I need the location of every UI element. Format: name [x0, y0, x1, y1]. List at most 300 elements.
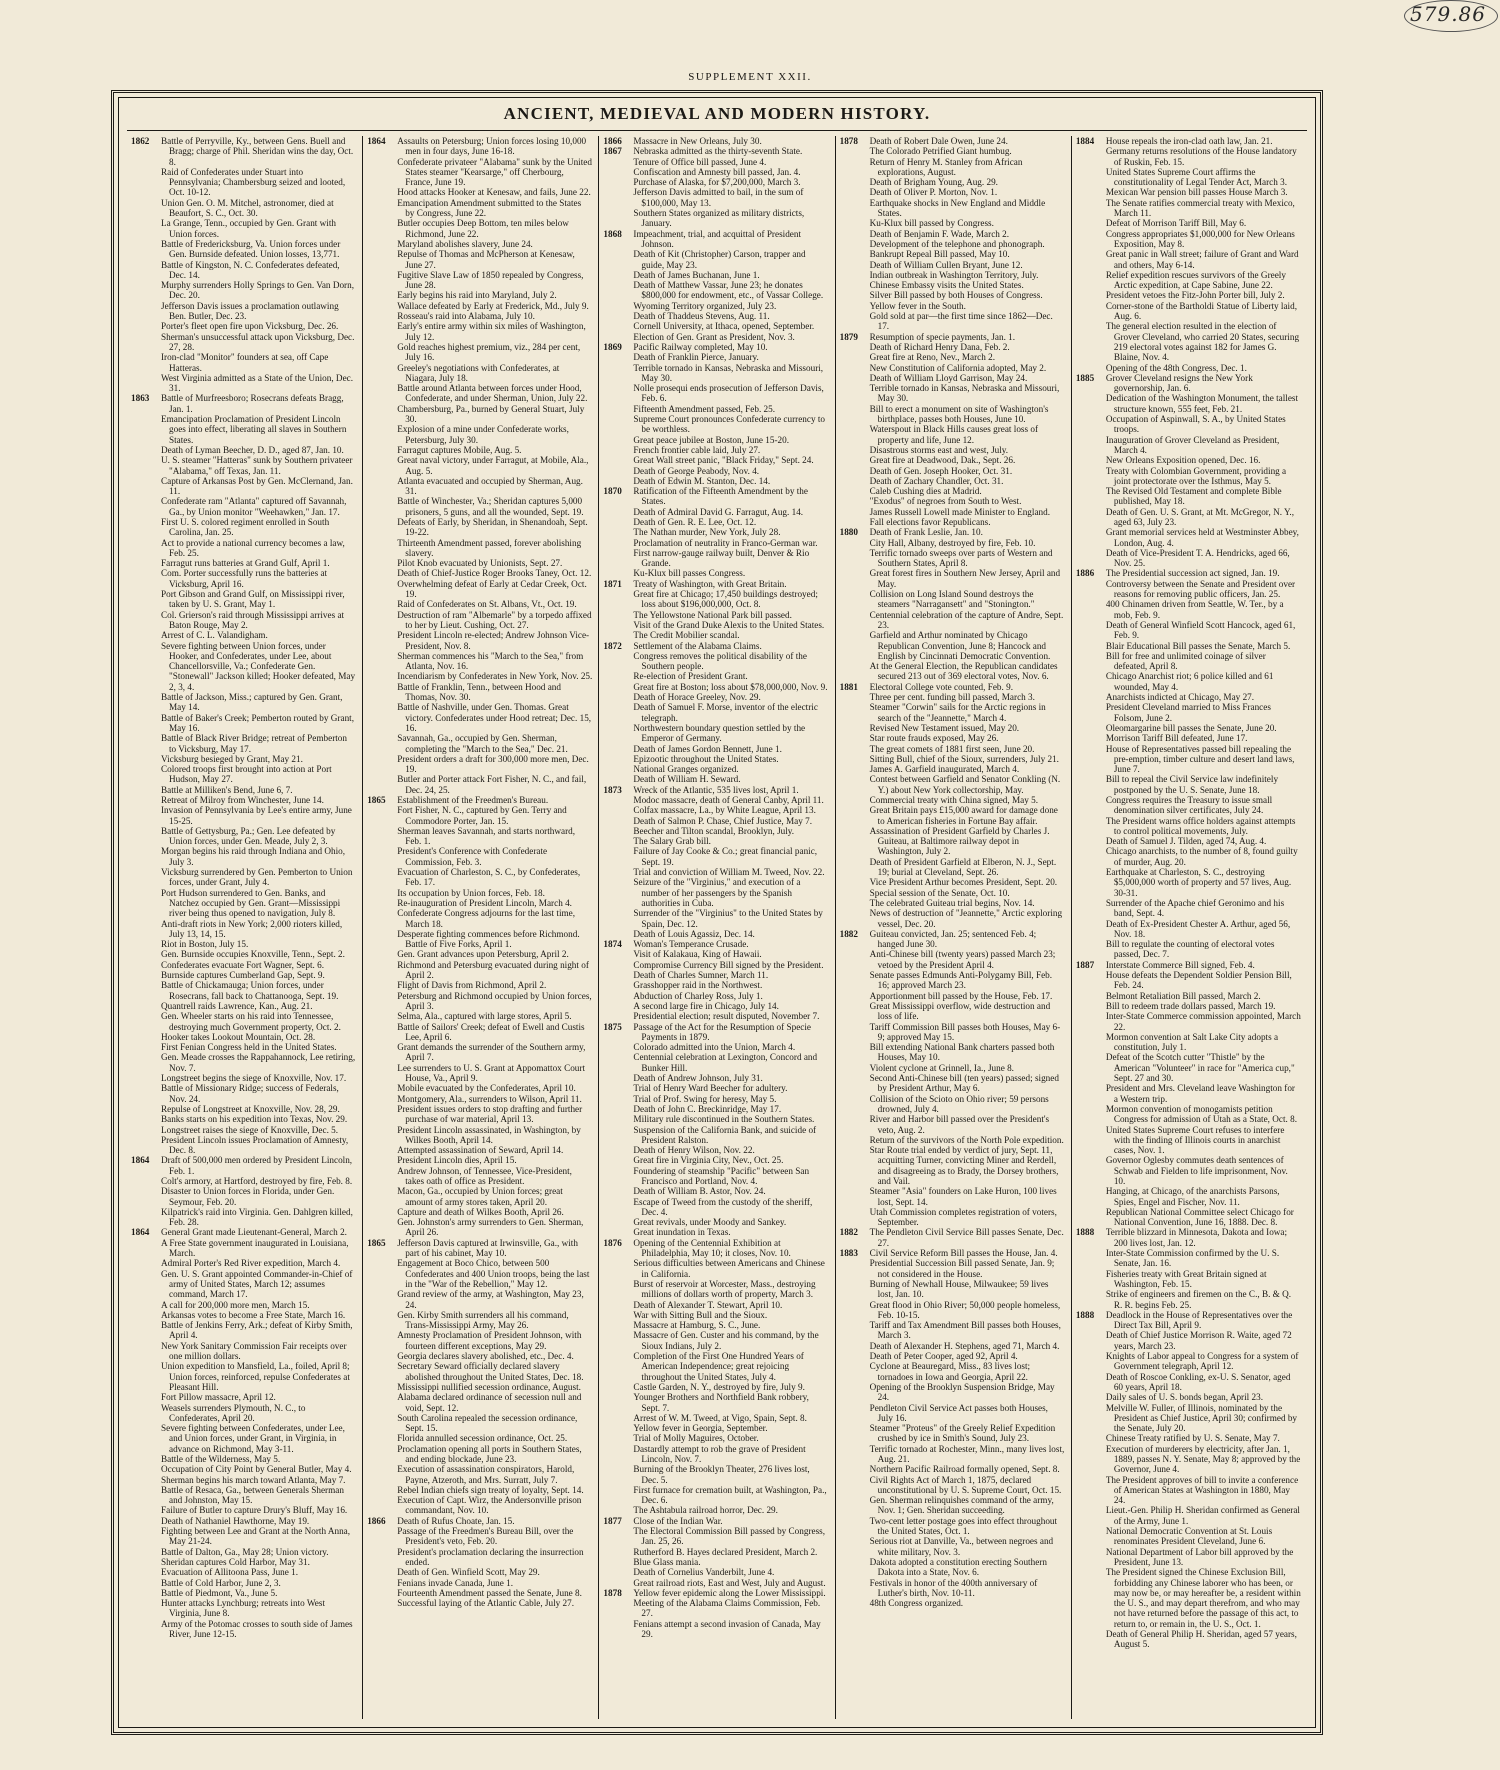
history-entry — [603, 1073, 828, 1083]
history-entry — [603, 332, 828, 342]
history-entry — [367, 496, 592, 517]
entry-text: Longstreet raises the siege of Knoxville, Dec. 5. — [161, 1124, 339, 1135]
entry-year — [131, 352, 161, 373]
history-entry — [367, 187, 592, 197]
entry-year: 1879 — [839, 331, 858, 342]
entry-text: Battle of Resaca, Ga., between Generals Sherman and Johnston, May 15. — [161, 1484, 344, 1506]
entry-text: Great fire at Chicago; 17,450 buildings destroyed; loss about $196,000,000, Oct. 8. — [633, 589, 818, 610]
entry-year — [131, 1516, 161, 1526]
entry-text: Resumption of specie payments, Jan. 1. — [869, 331, 1016, 342]
entry-text: Interstate Commerce Bill signed, Feb. 4. — [1105, 959, 1255, 970]
entry-year — [131, 630, 161, 640]
entry-year — [603, 610, 633, 620]
entry-text: Colt's armory, at Hartford, destroyed by fire, Feb. 8. — [161, 1175, 353, 1186]
history-entry — [1076, 363, 1301, 373]
entry-text: Seizure of the "Virginius," and execution of a number of her passengers by the Spanish authorities in Cuba. — [633, 877, 801, 908]
entry-year — [840, 1207, 870, 1228]
entry-text: The President approves of bill to invite a conference of American States at Washington in 1880, May 24. — [1105, 1474, 1299, 1506]
entry-year — [367, 908, 397, 929]
entry-text: Defeat of the Scotch cutter "Thistle" by the American "Volunteer" in race for "America cup," Sept. 27 and 30. — [1105, 1052, 1295, 1084]
entry-year — [367, 1042, 397, 1063]
entry-text: Wyoming Territory organized, July 23. — [633, 300, 777, 311]
entry-text: Execution of murderers by electricity, after Jan. 1, 1889, passes N. Y. Senate, May 8; approved by the Governor, June 4. — [1105, 1443, 1301, 1475]
entry-year — [367, 1258, 397, 1289]
entry-text: Death of Ex-President Chester A. Arthur, aged 56, Nov. 18. — [1105, 918, 1291, 939]
entry-year — [840, 702, 870, 723]
entry-text: Fugitive Slave Law of 1850 repealed by Congress, June 28. — [397, 269, 584, 291]
history-entry — [131, 301, 356, 322]
entry-text: James A. Garfield inaugurated, March 4. — [869, 764, 1020, 775]
entry-text: Death of Edwin M. Stanton, Dec. 14. — [633, 475, 771, 486]
column-2 — [362, 136, 598, 1719]
entry-year: 1888 — [1075, 1227, 1095, 1238]
entry-year — [840, 610, 870, 631]
entry-text: Silver Bill passed by both Houses of Congress. — [869, 290, 1043, 301]
entry-text: Confiscation and Amnesty bill passed, Jan. 4. — [633, 166, 801, 177]
history-entry — [603, 1557, 828, 1567]
entry-text: Early begins his raid into Maryland, July 2. — [397, 290, 557, 301]
entry-year — [367, 1094, 397, 1104]
entry-text: Battle of Jenkins Ferry, Ark.; defeat of Kirby Smith, April 4. — [161, 1320, 353, 1341]
entry-text: Meeting of the Alabama Claims Commission, Feb. 27. — [633, 1598, 821, 1619]
entry-text: Fifteenth Amendment passed, Feb. 25. — [633, 403, 776, 414]
entry-text: Epizootic throughout the United States. — [633, 753, 779, 764]
history-entry — [603, 1001, 828, 1011]
entry-year — [840, 898, 870, 908]
history-entry — [603, 1330, 828, 1351]
entry-text: Macon, Ga., occupied by Union forces; great amount of army stores taken, April 20. — [397, 1186, 563, 1207]
entry-text: Treaty with Colombian Government, providing a joint protectorate over the Isthmus, May 5. — [1105, 465, 1287, 486]
entry-text: Death of Nathaniel Hawthorne, May 19. — [161, 1515, 310, 1526]
history-entry — [840, 424, 1065, 445]
history-entry — [840, 929, 1065, 950]
entry-text: Foundering of steamship "Pacific" between San Francisco and Portland, Nov. 4. — [633, 1165, 810, 1186]
entry-text: Jefferson Davis issues a proclamation outlawing Ben. Butler, Dec. 23. — [161, 300, 339, 322]
entry-year — [367, 558, 397, 568]
entry-text: Visit of Kalakaua, King of Hawaii. — [633, 949, 762, 960]
history-entry — [1076, 1001, 1301, 1011]
entry-text: Completion of the First One Hundred Years of American Independence; great rejoicing throughout the United States, July 4. — [633, 1351, 804, 1382]
history-entry — [131, 939, 356, 949]
entry-year — [840, 764, 870, 774]
history-entry — [603, 723, 828, 744]
entry-year — [131, 1186, 161, 1207]
entry-text: Battle of the Wilderness, May 5. — [161, 1454, 281, 1464]
entry-year — [840, 1042, 870, 1063]
entry-text: Strike of engineers and firemen on the C., B. & Q. R. R. begins Feb. 25. — [1105, 1289, 1292, 1310]
entry-text: Death of Peter Cooper, aged 92, April 4. — [869, 1351, 1018, 1362]
supplement-header: SUPPLEMENT XXII. — [688, 71, 812, 83]
entry-year — [603, 1444, 633, 1465]
entry-text: Amnesty Proclamation of President Johnson, with fourteen different exceptions, May 29. — [397, 1330, 582, 1351]
entry-year — [131, 1125, 161, 1135]
history-entry — [367, 321, 592, 342]
entry-text: Butler occupies Deep Bottom, ten miles below Richmond, June 22. — [397, 218, 569, 239]
entry-text: Cyclone at Beauregard, Miss., 83 lives lost; tornadoes in Iowa and Georgia, April 22. — [869, 1361, 1031, 1382]
entry-text: Hanging, at Chicago, of the anarchists Parsons, Spies, Engel and Fischer, Nov. 11. — [1105, 1186, 1280, 1207]
history-entry — [1076, 1125, 1301, 1156]
entry-year — [131, 764, 161, 785]
history-entry — [840, 1001, 1065, 1022]
entry-text: President's Conference with Confederate Commission, Feb. 3. — [397, 846, 548, 867]
entry-year — [131, 167, 161, 198]
entry-text: La Grange, Tenn., occupied by Gen. Grant with Union forces. — [161, 218, 336, 239]
entry-year — [840, 1001, 870, 1022]
history-entry — [840, 260, 1065, 270]
entry-year — [131, 1073, 161, 1083]
entry-year — [603, 795, 633, 805]
entry-text: National Democratic Convention at St. Louis renominates President Cleveland, June 6. — [1105, 1526, 1273, 1547]
entry-text: Return of the survivors of the North Pole expedition. — [869, 1134, 1064, 1145]
entry-year — [1076, 455, 1106, 465]
entry-year: 1888 — [1075, 1309, 1095, 1320]
history-entry — [840, 1578, 1065, 1599]
entry-text: Great railroad riots, East and West, July and August. — [633, 1577, 826, 1588]
entry-text: A call for 200,000 more men, March 15. — [161, 1299, 310, 1310]
entry-year — [840, 1361, 870, 1382]
entry-year: 1878 — [839, 136, 858, 146]
history-entry — [1076, 198, 1301, 219]
entry-text: At the General Election, the Republican candidates secured 213 out of 369 electoral votes, Nov. 6. — [869, 661, 1058, 682]
entry-text: President Lincoln assassinated, in Washington, by Wilkes Booth, April 14. — [397, 1124, 581, 1145]
entry-year — [131, 1567, 161, 1577]
entry-text: Chinese Treaty ratified by U. S. Senate, May 7. — [1105, 1433, 1280, 1444]
entry-year — [840, 1279, 870, 1300]
entry-year — [603, 1145, 633, 1155]
entry-text: Close of the Indian War. — [633, 1515, 723, 1526]
entry-year — [840, 1557, 870, 1578]
entry-text: Lieut.-Gen. Philip H. Sheridan confirmed as General of the Army, June 1. — [1105, 1505, 1300, 1526]
history-entry — [1076, 435, 1301, 456]
entry-text: War with Sitting Bull and the Sioux. — [633, 1309, 768, 1320]
entry-text: General Grant made Lieutenant-General, March 2. — [161, 1227, 347, 1238]
entry-year — [131, 1011, 161, 1032]
history-entry — [840, 1361, 1065, 1382]
entry-text: Engagement at Boco Chico, between 500 Confederates and 400 Union troops, being the last in the "War of the Rebellion," May 12. — [397, 1258, 590, 1289]
entry-text: Confederate ram "Atlanta" captured off Savannah, Ga., by Union monitor "Weehawken," Jan. 17. — [161, 496, 347, 517]
entry-text: First furnace for cremation built, at Washington, Pa., Dec. 6. — [633, 1484, 827, 1506]
history-entry — [131, 1155, 356, 1176]
history-entry — [603, 414, 828, 435]
history-entry — [131, 280, 356, 301]
entry-year — [603, 1197, 633, 1218]
history-entry — [131, 630, 356, 640]
entry-text: Disastrous storms east and west, July. — [869, 444, 1009, 455]
title-rule — [127, 130, 1307, 131]
history-entry — [1076, 671, 1301, 692]
history-entry — [840, 610, 1065, 631]
entry-year — [840, 187, 870, 197]
entry-text: Assaults on Petersburg; Union forces losing 10,000 men in four days, June 16-18. — [397, 136, 587, 157]
history-entry — [840, 218, 1065, 228]
entry-year — [603, 1011, 633, 1021]
entry-text: Fall elections favor Republicans. — [869, 516, 991, 527]
entry-year — [603, 836, 633, 846]
entry-year — [367, 754, 397, 775]
entry-year — [603, 877, 633, 908]
entry-text: New Constitution of California adopted, May 2. — [869, 362, 1047, 373]
entry-year — [840, 1516, 870, 1537]
entry-text: Congress removes the political disability of the Southern people. — [633, 650, 807, 672]
history-entry — [1076, 548, 1301, 569]
entry-text: Impeachment, trial, and acquittal of President Johnson. — [633, 228, 802, 249]
entry-text: Battle of Gettysburg, Pa.; Gen. Lee defeated by Union forces, under Gen. Meade, July 2, 3. — [161, 825, 336, 847]
history-entry — [367, 1588, 592, 1598]
history-entry — [603, 651, 828, 672]
entry-text: The great comets of 1881 first seen, June 20. — [869, 743, 1035, 754]
history-entry — [603, 1588, 828, 1598]
entry-text: Confederates evacuate Fort Wagner, Sept. 6. — [161, 959, 325, 970]
history-entry — [840, 589, 1065, 610]
entry-year — [603, 846, 633, 867]
history-entry — [1076, 1289, 1301, 1310]
entry-text: Rutherford B. Hayes declared President, March 2. — [633, 1546, 818, 1557]
entry-text: Sherman leaves Savannah, and starts northward, Feb. 1. — [397, 825, 576, 847]
history-entry — [840, 1516, 1065, 1537]
entry-text: Tariff and Tax Amendment Bill passes both Houses, March 3. — [869, 1320, 1061, 1341]
entry-text: Severe fighting between Union forces, under Hooker, and Confederates, under Lee, about Chancellorsville, Va.; Confederate Gen. "Stonewall" Jackson killed; Hooker defeated, May 2, 3, 4. — [161, 640, 356, 692]
entry-text: Surrender of the "Virginius" to the United States by Spain, Dec. 12. — [633, 908, 823, 929]
entry-text: Great panic in Wall street; failure of Grant and Ward and others, May 6-14. — [1105, 249, 1299, 270]
history-entry — [131, 393, 356, 414]
entry-year — [367, 1433, 397, 1443]
entry-year: 1876 — [603, 1237, 622, 1248]
entry-text: Proclamation of neutrality in Franco-German war. — [633, 537, 818, 548]
entry-year: 1865 — [367, 1237, 386, 1248]
entry-year — [603, 363, 633, 384]
history-entry — [603, 1155, 828, 1165]
entry-year — [367, 1547, 397, 1568]
history-entry — [1076, 1269, 1301, 1290]
history-entry — [131, 1619, 356, 1640]
history-entry — [840, 352, 1065, 362]
entry-year — [603, 1433, 633, 1443]
entry-year — [367, 630, 397, 651]
history-entry — [367, 1238, 592, 1259]
history-entry — [131, 795, 356, 805]
history-entry — [840, 1207, 1065, 1228]
entry-year — [131, 1403, 161, 1424]
entry-year — [840, 280, 870, 290]
history-entry — [131, 414, 356, 445]
history-entry — [840, 1341, 1065, 1351]
entry-year — [603, 949, 633, 959]
entry-text: Blue Glass mania. — [633, 1556, 701, 1567]
history-entry — [840, 270, 1065, 280]
history-entry — [367, 1104, 592, 1125]
entry-text: Death of Franklin Pierce, January. — [633, 352, 759, 363]
history-entry — [1076, 1330, 1301, 1351]
history-entry — [840, 1557, 1065, 1578]
entry-year — [1076, 1475, 1106, 1506]
history-entry — [131, 1578, 356, 1588]
history-entry — [1076, 1392, 1301, 1402]
history-entry — [1076, 249, 1301, 270]
history-entry — [840, 146, 1065, 156]
history-entry — [603, 1516, 828, 1526]
entry-year — [1076, 321, 1106, 362]
history-entry — [603, 1392, 828, 1413]
history-entry — [1076, 1505, 1301, 1526]
entry-year — [840, 774, 870, 795]
entry-text: Fighting between Lee and Grant at the North Anna, May 21-24. — [161, 1526, 351, 1547]
entry-text: Apportionment bill passed by the House, Feb. 17. — [869, 990, 1053, 1001]
history-entry — [367, 1289, 592, 1310]
entry-text: Terrible tornado in Kansas, Nebraska and Missouri, May 30. — [869, 383, 1060, 404]
entry-year: 1880 — [839, 527, 858, 538]
entry-year — [131, 1114, 161, 1124]
entry-text: Death of President Garfield at Elberon, N. J., Sept. 19; burial at Cleveland, Sept. 26. — [869, 856, 1057, 878]
history-entry — [840, 805, 1065, 826]
entry-year — [840, 1022, 870, 1043]
entry-year — [1076, 486, 1106, 507]
entry-text: Election of Gen. Grant as President, Nov. 3. — [633, 331, 795, 342]
entry-year — [840, 517, 870, 527]
entry-year — [1076, 270, 1106, 291]
history-entry — [131, 1516, 356, 1526]
entry-text: Castle Garden, N. Y., destroyed by fire, July 9. — [633, 1381, 805, 1392]
history-entry — [367, 867, 592, 888]
entry-year — [1076, 363, 1106, 373]
entry-year — [603, 270, 633, 280]
entry-year — [1076, 146, 1106, 167]
entry-text: Death of Gen. U. S. Grant, at Mt. McGregor, N. Y., aged 63, July 23. — [1105, 506, 1295, 527]
history-entry — [840, 280, 1065, 290]
history-entry — [367, 1155, 592, 1165]
history-entry — [840, 507, 1065, 517]
entry-text: Andrew Johnson, of Tennessee, Vice-President, takes oath of office as President. — [397, 1165, 572, 1186]
history-entry — [840, 754, 1065, 764]
history-entry — [131, 1176, 356, 1186]
entry-year — [603, 321, 633, 331]
entry-year — [603, 1485, 633, 1506]
history-entry — [367, 1166, 592, 1187]
entry-year — [367, 1104, 397, 1125]
history-entry — [1076, 373, 1301, 394]
history-entry — [603, 1042, 828, 1052]
entry-year — [367, 239, 397, 249]
entry-year — [840, 744, 870, 754]
entry-year — [603, 1330, 633, 1351]
history-entry — [1076, 846, 1301, 867]
history-entry — [131, 1526, 356, 1547]
entry-year — [603, 404, 633, 414]
entry-year — [131, 1176, 161, 1186]
history-entry — [1076, 229, 1301, 250]
entry-text: Sheridan captures Cold Harbor, May 31. — [161, 1556, 310, 1567]
history-entry — [367, 1485, 592, 1495]
entry-year — [1076, 290, 1106, 300]
history-entry — [131, 321, 356, 331]
entry-text: Collision on Long Island Sound destroys the steamers "Narragansett" and "Stonington." — [869, 589, 1035, 610]
entry-text: Deadlock in the House of Representatives over the Direct Tax Bill, April 9. — [1105, 1309, 1293, 1331]
history-entry — [131, 517, 356, 538]
entry-year — [603, 1155, 633, 1165]
entry-year — [603, 455, 633, 465]
history-entry — [603, 1217, 828, 1227]
entry-text: The Revised Old Testament and complete Bible published, May 18. — [1105, 486, 1282, 507]
entry-year — [840, 826, 870, 857]
entry-year — [131, 280, 161, 301]
entry-year — [840, 877, 870, 887]
entry-text: Burnside captures Cumberland Gap, Sept. 9. — [161, 970, 325, 981]
entry-text: Bill to erect a monument on site of Washington's birthplace, passes both Houses, June 10. — [869, 403, 1049, 425]
history-entry — [840, 908, 1065, 929]
entry-text: Violent cyclone at Grinnell, Ia., June 8. — [869, 1062, 1014, 1073]
entry-year — [367, 1145, 397, 1155]
entry-text: Battle of Jackson, Miss.; captured by Gen. Grant, May 14. — [161, 692, 343, 713]
entry-year — [603, 1619, 633, 1640]
history-entry — [603, 1022, 828, 1043]
entry-text: Opening of the Brooklyn Suspension Bridge, May 24. — [869, 1381, 1055, 1403]
history-entry — [367, 1567, 592, 1577]
entry-text: The general election resulted in the election of Grover Cleveland, who carried 20 States, securing 219 electoral votes against 182 for James G. Blaine, Nov. 4. — [1105, 321, 1300, 363]
entry-text: Weasels surrenders Plymouth, N. C., to Confederates, April 20. — [161, 1402, 306, 1423]
entry-year — [1076, 229, 1106, 250]
entry-year — [603, 476, 633, 486]
entry-text: Confederate privateer "Alabama" sunk by the United States steamer "Kearsarge," off Cherbourg, France, June 19. — [397, 156, 592, 188]
entry-text: The Ashtabula railroad horror, Dec. 29. — [633, 1505, 778, 1516]
entry-text: Battle of Perryville, Ky., between Gens. Buell and Bragg; charge of Phil. Sheridan wins the day, Oct. 8. — [161, 136, 354, 167]
history-entry — [840, 702, 1065, 723]
entry-text: Visit of the Grand Duke Alexis to the United States. — [633, 619, 825, 630]
entry-text: Com. Porter successfully runs the batteries at Vicksburg, April 16. — [161, 568, 328, 589]
history-entry — [603, 795, 828, 805]
entry-text: Gen. Sherman relinquishes command of the army, Nov. 1; Gen. Sheridan succeeding. — [869, 1495, 1054, 1516]
entry-text: Civil Rights Act of March 1, 1875, declared unconstitutional by U. S. Supreme Court, Oct. 15. — [869, 1474, 1062, 1495]
entry-text: French frontier cable laid, July 27. — [633, 444, 761, 455]
entry-year: 1869 — [603, 341, 622, 352]
entry-text: Murphy surrenders Holly Springs to Gen. Van Dorn, Dec. 20. — [161, 280, 355, 301]
entry-text: Quantrell raids Lawrence, Kan., Aug. 21. — [161, 1000, 313, 1011]
history-entry — [1076, 1403, 1301, 1434]
entry-text: Capture and death of Wilkes Booth, April 26. — [397, 1206, 564, 1217]
entry-year — [367, 404, 397, 425]
history-entry — [603, 744, 828, 754]
history-entry — [603, 785, 828, 795]
history-entry — [840, 332, 1065, 342]
entry-text: A second large fire in Chicago, July 14. — [633, 1000, 779, 1011]
entry-year — [131, 1588, 161, 1598]
entry-year — [367, 342, 397, 363]
entry-text: The President signed the Chinese Exclusion Bill, forbidding any Chinese laborer who has been, or may now be, or may hereafter be, a resident within the U. S., and may depart therefrom, and who may not have returned before the passage of this act, to return to, or remain in, the U. S., Oct. 1. — [1105, 1567, 1301, 1629]
entry-text: Escape of Tweed from the custody of the sheriff, Dec. 4. — [633, 1196, 813, 1217]
entry-text: Massacre in New Orleans, July 30. — [633, 136, 762, 146]
entry-year — [1076, 249, 1106, 270]
entry-text: Draft of 500,000 men ordered by President Lincoln, Feb. 1. — [161, 1155, 353, 1176]
history-entry — [1076, 136, 1301, 146]
history-entry — [840, 888, 1065, 898]
entry-year — [131, 455, 161, 476]
entry-text: Death of John C. Breckinridge, May 17. — [633, 1103, 782, 1114]
entry-year — [367, 476, 397, 497]
history-entry — [840, 363, 1065, 373]
entry-year — [367, 301, 397, 311]
entry-year — [131, 568, 161, 589]
entry-text: Retreat of Milroy from Winchester, June 14. — [161, 795, 324, 805]
entry-year — [840, 723, 870, 733]
entry-year — [603, 568, 633, 578]
entry-text: Settlement of the Alabama Claims. — [633, 640, 762, 651]
entry-year — [840, 857, 870, 878]
entry-text: Overwhelming defeat of Early at Cedar Creek, Oct. 19. — [397, 578, 587, 600]
entry-year — [603, 1217, 633, 1227]
entry-text: Destruction of ram "Albemarle" by a torpedo affixed to her by Lieut. Cushing, Oct. 27. — [397, 609, 592, 630]
entry-text: Occupation of Aspinwall, S. A., by United States troops. — [1105, 414, 1286, 435]
entry-text: Death of Brigham Young, Aug. 29. — [869, 177, 998, 188]
entry-year — [131, 1526, 161, 1547]
entry-text: Great fire at Boston; loss about $78,000,000, Nov. 9. — [633, 681, 828, 692]
